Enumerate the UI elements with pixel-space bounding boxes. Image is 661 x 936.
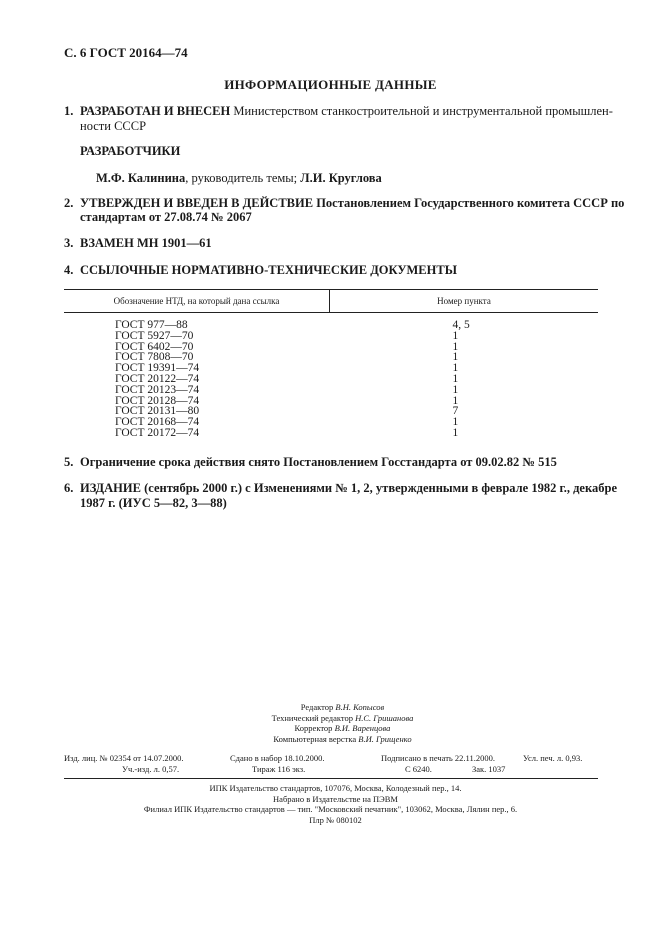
document-cell: ГОСТ 20168—74 xyxy=(115,416,200,429)
circulation: Тираж 116 экз. xyxy=(252,764,306,774)
item-text: (сентябрь 2000 г.) с Изменениями № 1, 2, утвержденными в феврале 1982 г., декабре xyxy=(140,481,617,495)
item-edition xyxy=(64,481,617,496)
item-replaces xyxy=(64,236,212,251)
item-validity xyxy=(64,455,557,470)
item-number: 6. xyxy=(64,481,74,495)
item-number: 2. xyxy=(64,196,74,210)
clause-cell: 1 xyxy=(452,329,459,342)
printer-line: Филиал ИПК Издательство стандартов — тип. "Московский печатник", 103062, Москва, Лялин пер., 6. xyxy=(143,804,518,814)
document-cell: ГОСТ 20172—74 xyxy=(115,426,200,439)
developer-name: М.Ф. Калинина xyxy=(96,171,186,185)
clause-cell: 1 xyxy=(452,351,459,364)
typeset-date: Сдано в набор 18.10.2000. xyxy=(230,753,325,763)
item-text: Министерством станкостроительной и инструментальной промышлен- xyxy=(230,104,613,118)
item-developed-cont: ности СССР xyxy=(80,119,147,133)
table-row xyxy=(64,313,598,331)
document-cell: ГОСТ 5927—70 xyxy=(115,329,194,342)
typeset-line: Набрано в Издательстве на ПЭВМ xyxy=(273,793,398,804)
item-text: Ограничение срока действия снято Постановлением Госстандарта от 09.02.82 № 515 xyxy=(80,455,557,469)
publisher-info xyxy=(0,783,661,825)
item-developed xyxy=(64,104,613,119)
table-row xyxy=(64,385,598,396)
imprint-divider xyxy=(64,778,598,779)
developers-heading: РАЗРАБОТЧИКИ xyxy=(80,144,181,158)
document-cell: ГОСТ 977—88 xyxy=(115,319,188,331)
developer-role: , руководитель темы; xyxy=(185,171,301,185)
document-cell: ГОСТ 19391—74 xyxy=(115,362,200,375)
layout-line: Компьютерная верстка В.И. Грищенко xyxy=(273,733,412,744)
table-row xyxy=(64,331,598,342)
page-title: ИНФОРМАЦИОННЫЕ ДАННЫЕ xyxy=(224,77,437,92)
print-sheets: Усл. печ. л. 0,93. xyxy=(523,753,583,763)
item-number: 3. xyxy=(64,236,74,250)
corrector-line: Корректор В.И. Варенцова xyxy=(294,723,391,733)
document-cell: ГОСТ 6402—70 xyxy=(115,340,194,353)
document-cell: ГОСТ 20128—74 xyxy=(115,394,200,407)
editor-line: Редактор В.Н. Копысов xyxy=(300,702,385,712)
publisher-sheets: Уч.-изд. л. 0,57. xyxy=(122,764,180,774)
document-cell: ГОСТ 20123—74 xyxy=(115,383,200,396)
page-header: С. 6 ГОСТ 20164—74 xyxy=(64,45,188,60)
table-row xyxy=(64,428,598,439)
item-lead: ВЗАМЕН МН 1901—61 xyxy=(80,236,212,250)
item-text: Постановлением Государственного комитета СССР по xyxy=(313,196,625,210)
code: С 6240. xyxy=(405,764,432,774)
clause-cell: 1 xyxy=(452,426,459,439)
item-approved xyxy=(64,196,624,211)
developers-line xyxy=(96,171,382,186)
print-date: Подписано в печать 22.11.2000. xyxy=(381,753,495,763)
clause-cell: 1 xyxy=(452,362,459,375)
column-header-document: Обозначение НТД, на который дана ссылка xyxy=(64,290,330,313)
developer-name: Л.И. Круглова xyxy=(300,171,382,185)
document-cell: ГОСТ 20122—74 xyxy=(115,372,200,385)
reference-table xyxy=(64,289,598,439)
item-approved-cont: стандартам от 27.08.74 № 2067 xyxy=(80,210,252,224)
clause-cell: 1 xyxy=(452,394,459,407)
item-lead: УТВЕРЖДЕН И ВВЕДЕН В ДЕЙСТВИЕ xyxy=(80,196,314,210)
license-number: Изд. лиц. № 02354 от 14.07.2000. xyxy=(64,753,184,763)
item-number: 5. xyxy=(64,455,74,469)
clause-cell: 1 xyxy=(452,372,459,385)
document-cell: ГОСТ 20131—80 xyxy=(115,405,200,418)
clause-cell: 1 xyxy=(452,416,459,429)
license-line: Плр № 080102 xyxy=(309,814,362,825)
tech-editor-line: Технический редактор Н.С. Гришанова xyxy=(271,712,414,723)
column-header-clause: Номер пункта xyxy=(330,290,599,313)
item-lead: ССЫЛОЧНЫЕ НОРМАТИВНО-ТЕХНИЧЕСКИЕ ДОКУМЕНТЫ xyxy=(80,263,457,277)
item-number: 1. xyxy=(64,104,74,118)
imprint-editors xyxy=(0,702,661,744)
item-edition-cont: 1987 г. (ИУС 5—82, 3—88) xyxy=(80,496,227,510)
document-cell: ГОСТ 7808—70 xyxy=(115,351,194,364)
table-header-row xyxy=(64,290,598,313)
clause-cell: 1 xyxy=(452,340,459,353)
item-lead: РАЗРАБОТАН И ВНЕСЕН xyxy=(80,104,231,118)
clause-cell: 1 xyxy=(452,383,459,396)
clause-cell: 7 xyxy=(452,405,459,418)
order-number: Зак. 1037 xyxy=(472,764,506,774)
item-references xyxy=(64,263,457,278)
publisher-line: ИПК Издательство стандартов, 107076, Москва, Колодезный пер., 14. xyxy=(209,783,462,793)
item-lead: ИЗДАНИЕ xyxy=(80,481,141,495)
item-number: 4. xyxy=(64,263,74,277)
clause-cell: 4, 5 xyxy=(452,319,470,331)
